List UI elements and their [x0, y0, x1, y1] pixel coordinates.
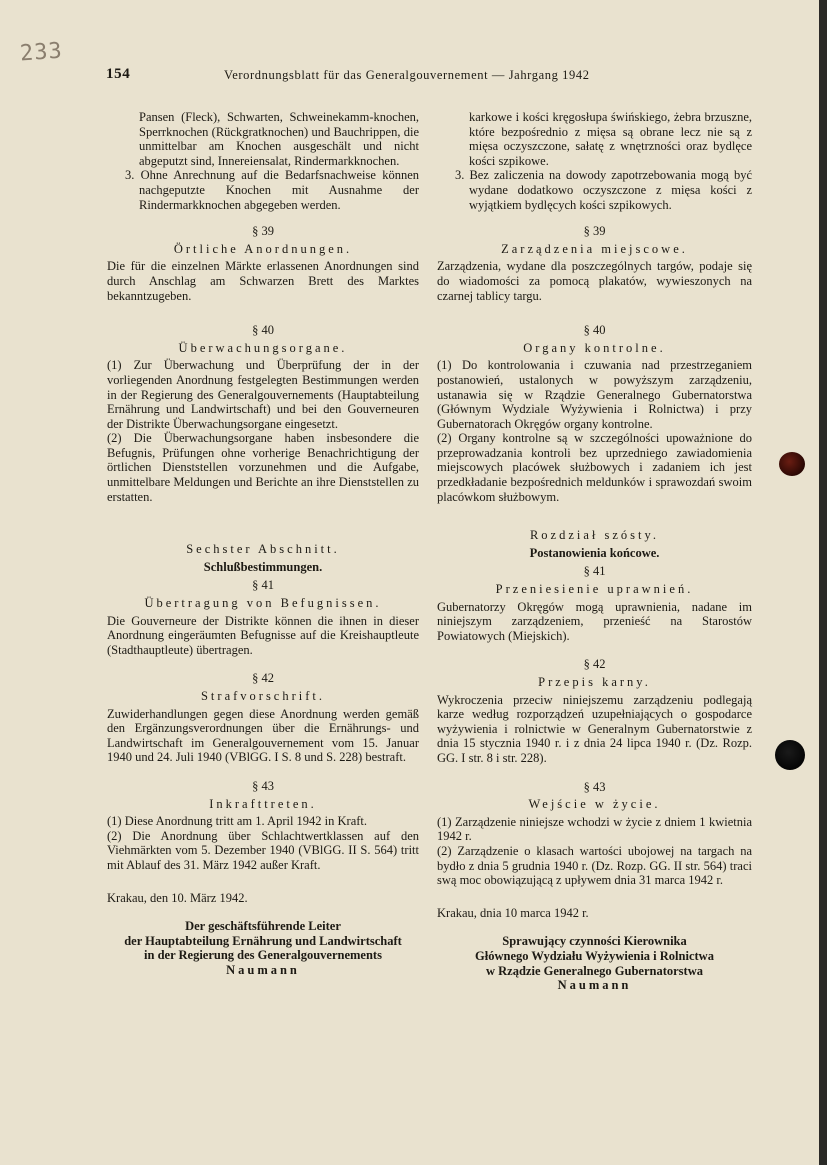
paragraph-number: § 41 — [252, 578, 274, 593]
paragraph-text: Die Gouverneure der Distrikte können die ihnen in dieser Anordnung eingeräumten Befugnisse auf die Kreishauptleute (Stadthauptleute) übertragen. — [107, 613, 419, 657]
paragraph-number: § 40 — [583, 323, 606, 338]
paragraph-title: Inkrafttreten. — [209, 796, 317, 811]
page-header — [106, 66, 766, 83]
paragraph-text: (1) Zarządzenie niniejsze wchodzi w życie z dniem 1 kwietnia 1942 r. — [437, 814, 752, 844]
section-subtitle: Schlußbestimmungen. — [203, 559, 323, 574]
signature-line: Sprawujący czynności Kierownika — [502, 934, 687, 949]
paragraph-title: Wejście w życie. — [528, 797, 661, 812]
page-number: 154 — [106, 66, 131, 82]
handwritten-page-number: 233 — [19, 38, 64, 67]
paragraph-text: (2) Die Überwachungsorgane haben insbesondere die Befugnis, Prüfungen ohne vorherige Benachrichtigung der örtlichen Dienststellen vorzunehmen und die Aufgabe, unmittelbare Meldungen und Berichte an ihre Dienststellen zu erstatten. — [107, 431, 419, 504]
paragraph-number: § 43 — [252, 778, 274, 793]
paragraph-text: (2) Zarządzenie o klasach wartości ubojowej na targach na bydło z dnia 5 grudnia 1940 r. (Dz. Rozp. GG. II str. 564) traci swą moc obowiązującą z upływem dnia 31 marca 1942 r. — [437, 843, 752, 888]
paragraph-text: (1) Zur Überwachung und Überprüfung der in der vorliegenden Anordnung festgelegten Bestimmungen werden in der Regierung des Generalgouvernements (Hauptabteilung Ernährung und Landwirtschaft) und bei den Gouverneuren der Distrikte Überwachungsorgane eingesetzt. — [107, 358, 419, 431]
signature-line: Der geschäftsführende Leiter — [185, 919, 341, 934]
paragraph-number: § 39 — [252, 224, 274, 239]
signer-name: Naumann — [557, 978, 632, 993]
paragraph-title: Strafvorschrift. — [200, 689, 326, 703]
place-date: Krakau, dnia 10 marca 1942 r. — [437, 905, 589, 920]
paragraph-text: (1) Do kontrolowania i czuwania nad przestrzeganiem postanowień, ustalonych w powyższym zarządzeniu, ustanawia się w Rządzie Generalnego Gubernatorstwa (Głównym Wydziale Wyżywienia i Rolnictwa) i przy Gubernatorach Okręgów organy kontrolne. — [437, 358, 752, 431]
paragraph-text: (1) Diese Anordnung tritt am 1. April 1942 in Kraft. — [107, 814, 368, 829]
paragraph-text: Die für die einzelnen Märkte erlassenen Anordnungen sind durch Anschlag am Schwarzen Brett des Marktes bekanntzugeben. — [107, 259, 419, 303]
paragraph-text: (2) Die Anordnung über Schlachtwertklassen auf den Viehmärkten vom 5. Dezember 1940 (VBlGG. II S. 564) tritt mit Ablauf des 31. März 1942 außer Kraft. — [107, 828, 419, 872]
section-title: Rozdział szósty. — [529, 528, 660, 543]
signature-line: der Hauptabteilung Ernährung und Landwirtschaft — [124, 933, 402, 948]
paragraph-title: Örtliche Anordnungen. — [173, 241, 353, 256]
paragraph-number: § 39 — [583, 224, 606, 239]
paragraph-text: Zarządzenia, wydane dla poszczególnych targów, podaje się do wiadomości za pomocą plakatów, wywieszonych na czarnej tablicy targu. — [437, 259, 752, 303]
intro-item: 3. Ohne Anrechnung auf die Bedarfsnachweise können nachgeputzte Knochen mit Ausnahme der Rindermarkknochen abgegeben werden. — [125, 168, 419, 212]
signature-line: w Rządzie Generalnego Gubernatorstwa — [486, 963, 703, 978]
running-title: Verordnungsblatt für das Generalgouvernement — Jahrgang 1942 — [224, 68, 590, 82]
paragraph-title: Przeniesienie uprawnień. — [495, 582, 694, 597]
intro-item: Pansen (Fleck), Schwarten, Schweinekamm-knochen, Sperrknochen (Rückgratknochen) und Bauchrippen, die unmittelbar am Knochen ausgeschält und nicht abgeputzt sind, Innereiensalat, Rindermarkknochen. — [139, 110, 419, 168]
paragraph-number: § 42 — [583, 657, 606, 672]
paragraph-text: (2) Organy kontrolne są w szczególności upoważnione do przeprowadzania kontroli bez uprzedniego zawiadomienia miejscowych placówek służbowych i zadaniem ich jest przedkładanie bezpośrednich meldunków i sprawozdań swoim placówkom służbowym. — [437, 431, 752, 504]
paragraph-number: § 42 — [252, 671, 274, 686]
section-subtitle: Postanowienia końcowe. — [529, 545, 660, 560]
place-date: Krakau, den 10. März 1942. — [107, 890, 248, 905]
paragraph-text: Zuwiderhandlungen gegen diese Anordnung werden gemäß den Ergänzungsverordnungen über die Ernährungs- und Landwirtschaft im Generalgouvernement vom 15. Januar 1940 und 24. Juli 1940 (VBlGG. I S. 8 und S. 228) bestraft. — [107, 706, 419, 765]
paragraph-number: § 40 — [252, 323, 274, 338]
paragraph-text: Wykroczenia przeciw niniejszemu zarządzeniu podlegają karze według rozporządzeń uzupełniających o gospodarce wyżywienia i rolnictwie w Generalnym Gubernatorstwie z dnia 15 stycznia 1940 r. i z dnia 24 lipca 1940 r. (Dz. Rozp. GG. I str. 8 i str. 228). — [437, 692, 752, 765]
page-edge — [819, 0, 827, 1165]
signature-line: Głównego Wydziału Wyżywienia i Rolnictwa — [475, 948, 714, 963]
paragraph-title: Organy kontrolne. — [523, 340, 666, 355]
paragraph-title: Zarządzenia miejscowe. — [501, 241, 688, 256]
polish-column — [437, 110, 752, 993]
signature-line: in der Regierung des Generalgouvernements — [144, 948, 382, 963]
paragraph-title: Überwachungsorgane. — [178, 340, 348, 355]
hole-punch — [775, 740, 805, 770]
ink-stain — [779, 452, 805, 476]
section-title: Sechster Abschnitt. — [186, 542, 340, 557]
paragraph-text: Gubernatorzy Okręgów mogą uprawnienia, nadane im niniejszym zarządzeniem, przenieść na Starostów Powiatowych (Miejskich). — [437, 599, 752, 643]
paragraph-number: § 43 — [583, 779, 606, 794]
intro-item: karkowe i kości kręgosłupa świńskiego, żebra brzuszne, które bezpośrednio z mięsa są obrane lecz nie są z mięsa oczyszczone, sałatę z wnętrzności oraz bydlęce kości szpikowe. — [469, 110, 752, 168]
intro-item: 3. Bez zaliczenia na dowody zapotrzebowania mogą być wydane dodatkowo oczyszczone z mięsa kości z wyjątkiem bydlęcych kości szpikowych. — [455, 168, 752, 212]
paragraph-number: § 41 — [583, 564, 606, 579]
paragraph-title: Przepis karny. — [538, 675, 651, 689]
paragraph-title: Übertragung von Befugnissen. — [144, 596, 382, 611]
signer-name: Naumann — [226, 962, 300, 977]
german-column — [107, 110, 419, 978]
